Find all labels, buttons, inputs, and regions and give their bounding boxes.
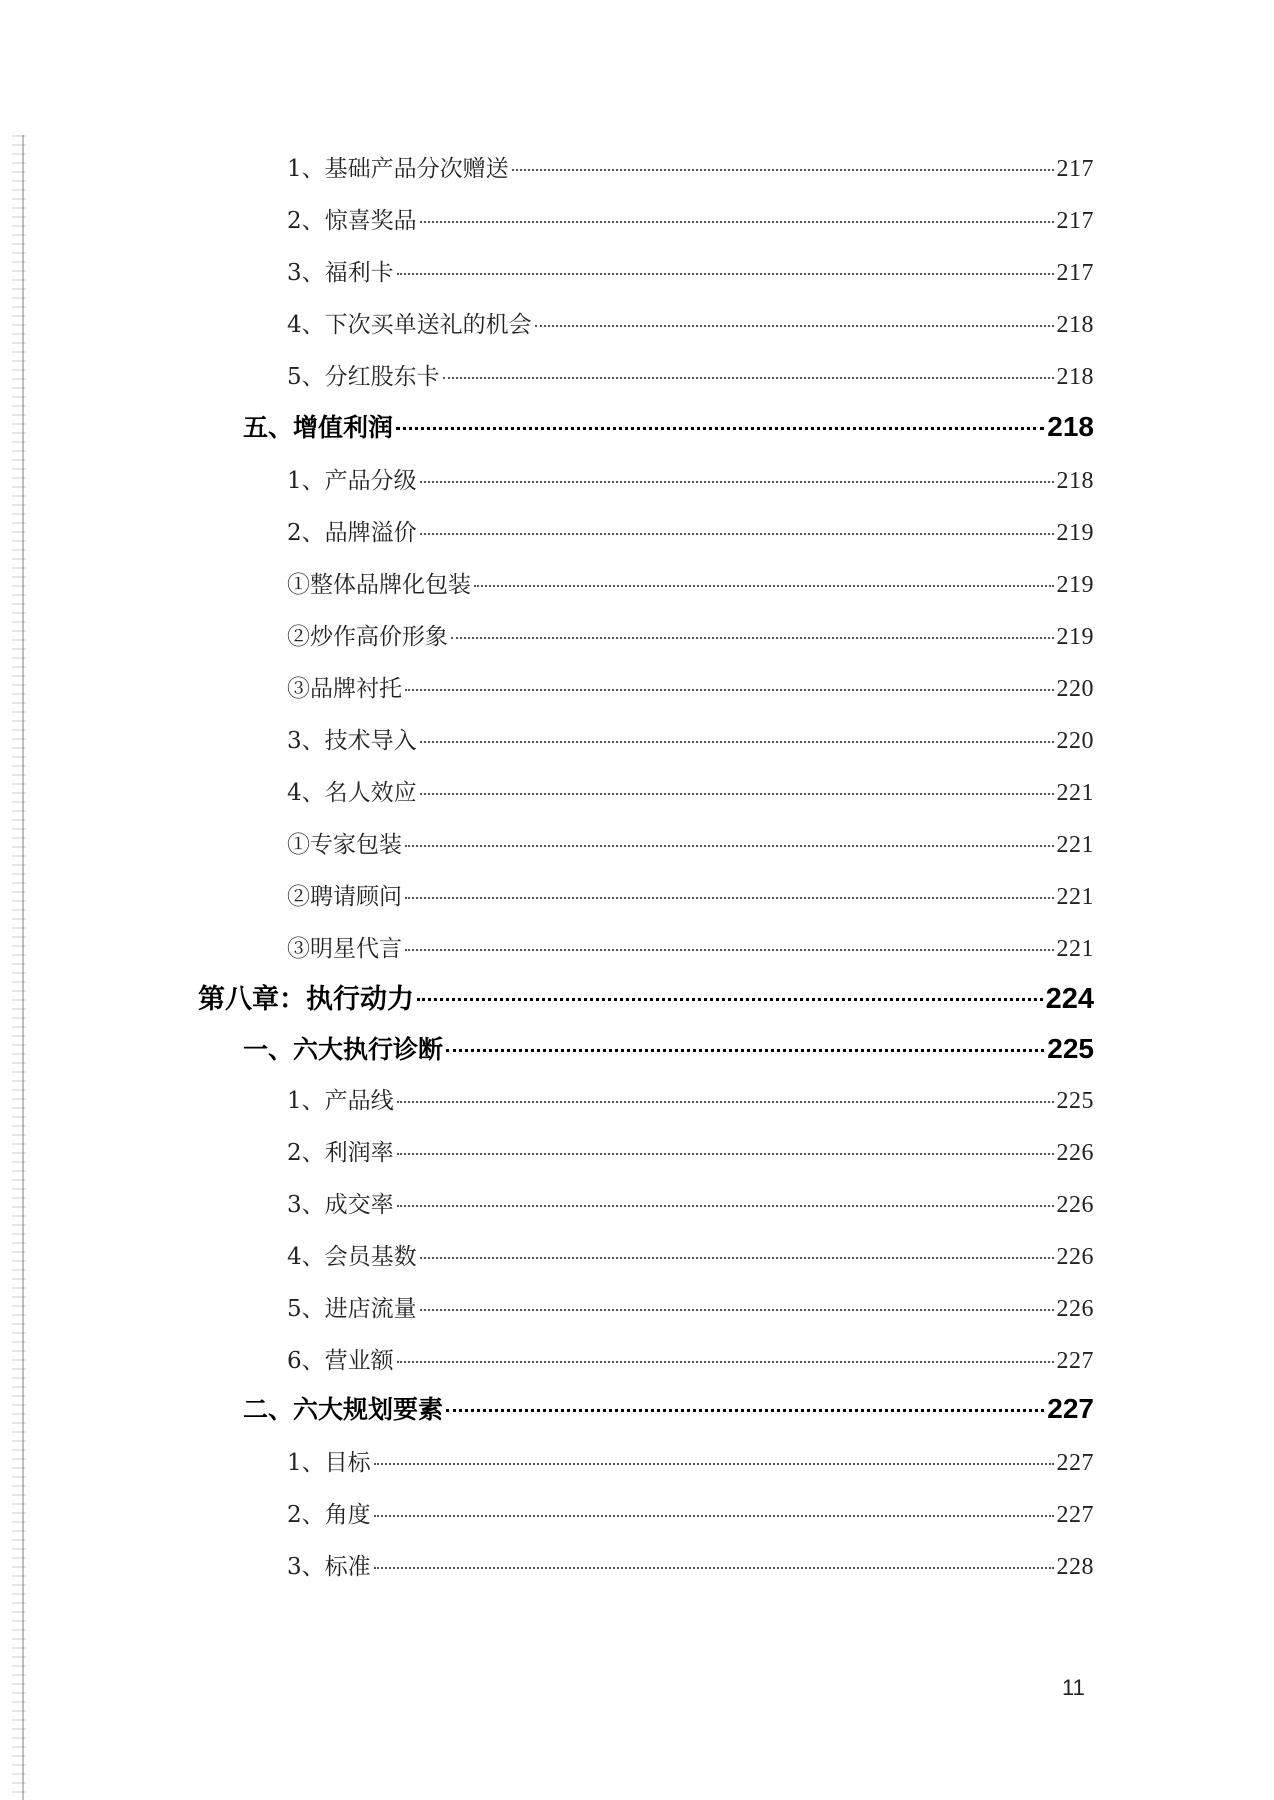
toc-entry-page: 225 — [1056, 1088, 1094, 1114]
dot-leader — [420, 1257, 1054, 1259]
toc-entry-title: 6、营业额 — [287, 1348, 394, 1374]
toc-entry-page: 220 — [1056, 676, 1094, 702]
dot-leader — [420, 533, 1054, 535]
dot-leader — [397, 1205, 1054, 1207]
toc-entry-page: 226 — [1056, 1296, 1094, 1322]
toc-entry-title: ②炒作高价形象 — [287, 624, 448, 650]
toc-item[interactable] — [287, 1134, 1094, 1167]
toc-item[interactable] — [287, 1238, 1094, 1271]
dot-leader — [405, 897, 1054, 899]
dot-leader — [420, 793, 1054, 795]
toc-entry-page: 226 — [1056, 1192, 1094, 1218]
toc-section[interactable] — [243, 408, 1094, 444]
toc-item[interactable] — [287, 1290, 1094, 1323]
toc-entry-page: 226 — [1056, 1140, 1094, 1166]
toc-item[interactable] — [287, 1186, 1094, 1219]
dot-leader — [374, 1515, 1054, 1517]
toc-entry-page: 224 — [1045, 983, 1094, 1015]
toc-entry-title: 5、进店流量 — [287, 1296, 417, 1322]
toc-entry-page: 226 — [1056, 1244, 1094, 1270]
dot-leader — [420, 481, 1054, 483]
toc-entry-title: ①整体品牌化包装 — [287, 572, 471, 598]
toc-entry-page: 218 — [1047, 411, 1094, 442]
toc-entry-page: 219 — [1056, 520, 1094, 546]
dot-leader — [374, 1567, 1054, 1569]
toc-entry-page: 227 — [1047, 1393, 1094, 1424]
dot-leader — [420, 741, 1054, 743]
toc-entry-title: 1、产品分级 — [287, 468, 417, 494]
dot-leader — [396, 427, 1044, 430]
toc-entry-page: 225 — [1047, 1033, 1094, 1064]
toc-entry-title: 一、六大执行诊断 — [243, 1035, 444, 1064]
toc-entry-title: 2、品牌溢价 — [287, 520, 417, 546]
toc-item[interactable] — [287, 930, 1094, 963]
toc-entry-page: 227 — [1056, 1348, 1094, 1374]
toc-item[interactable] — [287, 358, 1094, 391]
toc-entry-page: 227 — [1056, 1502, 1094, 1528]
toc-entry-title: 3、福利卡 — [287, 260, 394, 286]
dot-leader — [397, 1153, 1054, 1155]
toc-entry-title: 4、会员基数 — [287, 1244, 417, 1270]
dot-leader — [397, 1101, 1054, 1103]
toc-item[interactable] — [287, 1496, 1094, 1529]
dot-leader — [420, 221, 1054, 223]
dot-leader — [420, 1309, 1054, 1311]
toc-entry-title: 第八章：执行动力 — [198, 984, 414, 1015]
toc-item[interactable] — [287, 462, 1094, 495]
toc-entry-page: 221 — [1056, 936, 1094, 962]
toc-item[interactable] — [287, 1548, 1094, 1581]
toc-item[interactable] — [287, 150, 1094, 183]
toc-entry-title: ③品牌衬托 — [287, 676, 402, 702]
dot-leader — [405, 949, 1054, 951]
toc-entry-title: 二、六大规划要素 — [243, 1395, 444, 1424]
page-number: 11 — [1062, 1675, 1085, 1700]
toc-entry-title: 5、分红股东卡 — [287, 364, 440, 390]
toc-chapter[interactable] — [198, 977, 1094, 1016]
toc-entry-page: 221 — [1056, 780, 1094, 806]
dot-leader — [397, 273, 1054, 275]
toc-entry-page: 221 — [1056, 832, 1094, 858]
toc-entry-page: 219 — [1056, 572, 1094, 598]
dot-leader — [474, 585, 1054, 587]
dot-leader — [451, 637, 1054, 639]
toc-entry-title: 1、基础产品分次赠送 — [287, 156, 509, 182]
toc-entry-title: 1、产品线 — [287, 1088, 394, 1114]
toc-entry-title: 2、角度 — [287, 1502, 371, 1528]
toc-item[interactable] — [287, 826, 1094, 859]
toc-entry-page: 217 — [1056, 156, 1094, 182]
dot-leader — [374, 1463, 1054, 1465]
toc-entry-title: 4、下次买单送礼的机会 — [287, 312, 532, 338]
dot-leader — [443, 377, 1054, 379]
dot-leader — [512, 169, 1054, 171]
dot-leader — [405, 845, 1054, 847]
toc-entry-title: ②聘请顾问 — [287, 884, 402, 910]
toc-entry-page: 218 — [1056, 364, 1094, 390]
toc-item[interactable] — [287, 1444, 1094, 1477]
toc-entry-title: 2、惊喜奖品 — [287, 208, 417, 234]
dot-leader — [397, 1361, 1054, 1363]
toc-item[interactable] — [287, 618, 1094, 651]
toc-item[interactable] — [287, 514, 1094, 547]
toc-item[interactable] — [287, 670, 1094, 703]
toc-entry-title: 2、利润率 — [287, 1140, 394, 1166]
toc-item[interactable] — [287, 306, 1094, 339]
toc-section[interactable] — [243, 1030, 1094, 1066]
toc-item[interactable] — [287, 878, 1094, 911]
toc-item[interactable] — [287, 1342, 1094, 1375]
toc-section[interactable] — [243, 1390, 1094, 1426]
toc-item[interactable] — [287, 722, 1094, 755]
toc-entry-page: 218 — [1056, 468, 1094, 494]
dot-leader — [417, 998, 1043, 1001]
toc-entry-page: 228 — [1056, 1554, 1094, 1580]
toc-item[interactable] — [287, 1082, 1094, 1115]
toc-entry-title: 3、技术导入 — [287, 728, 417, 754]
toc-entry-title: 3、标准 — [287, 1554, 371, 1580]
dot-leader — [405, 689, 1054, 691]
toc-entry-title: 1、目标 — [287, 1450, 371, 1476]
toc-entry-page: 217 — [1056, 208, 1094, 234]
toc-item[interactable] — [287, 774, 1094, 807]
toc-entry-page: 219 — [1056, 624, 1094, 650]
dot-leader — [446, 1049, 1044, 1052]
toc-item[interactable] — [287, 566, 1094, 599]
toc-entry-page: 220 — [1056, 728, 1094, 754]
toc-item[interactable] — [287, 254, 1094, 287]
toc-entry-title: 五、增值利润 — [243, 413, 394, 442]
dot-leader — [535, 325, 1054, 327]
toc-entry-title: ③明星代言 — [287, 936, 402, 962]
dot-leader — [446, 1409, 1044, 1412]
toc-entry-page: 221 — [1056, 884, 1094, 910]
toc-entry-title: 4、名人效应 — [287, 780, 417, 806]
toc-item[interactable] — [287, 202, 1094, 235]
toc-entry-page: 227 — [1056, 1450, 1094, 1476]
toc-entry-page: 218 — [1056, 312, 1094, 338]
toc-entry-title: 3、成交率 — [287, 1192, 394, 1218]
toc-entry-page: 217 — [1056, 260, 1094, 286]
toc-entry-title: ①专家包装 — [287, 832, 402, 858]
